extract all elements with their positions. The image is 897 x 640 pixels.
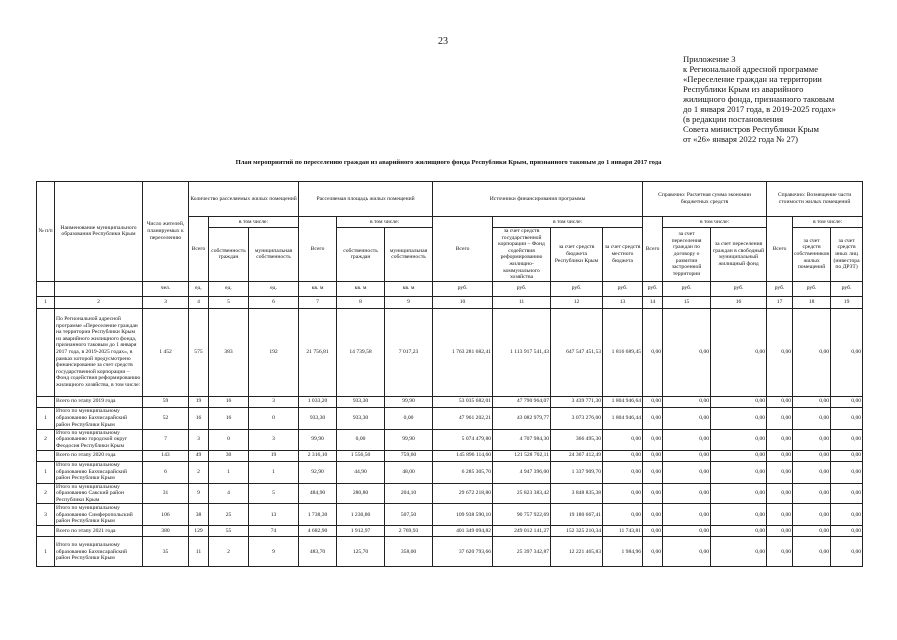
row-value: 35 [143, 537, 189, 567]
row-number [37, 396, 55, 407]
program-table [36, 181, 863, 567]
row-value: 121 528 702,11 [493, 450, 551, 461]
column-number: 5 [209, 296, 249, 308]
column-number: 15 [663, 296, 711, 308]
header-area: Расселяемая площадь жилых помещений [299, 182, 433, 217]
row-value: 1 [249, 461, 299, 483]
appendix-line: Приложение 3 [683, 54, 736, 64]
row-value: 1 113 917 541,43 [493, 308, 551, 396]
table-row [37, 308, 863, 396]
row-value: 0,00 [663, 450, 711, 461]
header-total: Всего [189, 217, 209, 282]
header-sub: за счет переселения граждан по договору о развитии застроенной территории [663, 228, 711, 282]
header-incl: в том числе: [793, 217, 863, 228]
row-value: 0 [249, 407, 299, 429]
row-value: 1 033,20 [299, 396, 337, 407]
row-value: 0,00 [711, 504, 767, 526]
row-value: 0,00 [711, 407, 767, 429]
row-value: 48,00 [385, 461, 433, 483]
row-name: Итого по муниципальному образованию Симферопольский район Республики Крым [55, 504, 143, 526]
row-value: 2 316,10 [299, 450, 337, 461]
row-value: 0,00 [711, 537, 767, 567]
row-value: 380 [143, 526, 189, 537]
row-value: 129 [189, 526, 209, 537]
column-number: 12 [551, 296, 603, 308]
unit-cell: кв. м [385, 281, 433, 296]
row-value: 2 769,93 [385, 526, 433, 537]
row-value: 3 073 276,00 [551, 407, 603, 429]
row-value: 0,00 [793, 461, 831, 483]
row-value: 24 367 412,49 [551, 450, 603, 461]
unit-cell: кв. м [299, 281, 337, 296]
header-ref-savings: Справочно: Расчетная сумма экономии бюджетных средств [643, 182, 767, 217]
unit-cell [55, 281, 143, 296]
column-number: 18 [793, 296, 831, 308]
row-value: 0,00 [793, 396, 831, 407]
row-value: 49 [189, 450, 209, 461]
row-value: 0,00 [663, 526, 711, 537]
header-total: Всего [433, 217, 493, 282]
row-value: 125,70 [337, 537, 385, 567]
row-value: 2 [189, 461, 209, 483]
unit-cell: руб. [793, 281, 831, 296]
row-value: 7 [143, 429, 189, 450]
row-value: 0,00 [767, 407, 793, 429]
row-value: 92,90 [299, 461, 337, 483]
row-value: 933,30 [337, 396, 385, 407]
row-value: 0,00 [603, 483, 643, 504]
row-name: Итого по муниципальному образованию Бахчисарайский район Республики Крым [55, 407, 143, 429]
row-value: 0,00 [767, 537, 793, 567]
row-value: 3 [249, 429, 299, 450]
unit-cell: руб. [663, 281, 711, 296]
row-value: 4 707 984,30 [493, 429, 551, 450]
appendix-line: к Региональной адресной программе [683, 64, 819, 74]
row-value: 0,00 [767, 504, 793, 526]
row-value: 0,00 [643, 407, 663, 429]
row-value: 0,00 [793, 483, 831, 504]
row-value: 9 [189, 483, 209, 504]
row-value: 1 [209, 461, 249, 483]
row-value: 99,90 [385, 396, 433, 407]
row-name: Итого по муниципальному образованию Сакский район Республики Крым [55, 483, 143, 504]
row-value: 249 012 141,27 [493, 526, 551, 537]
row-value: 0,00 [831, 504, 863, 526]
header-num: № п/п [37, 182, 55, 282]
row-value: 0,00 [831, 483, 863, 504]
row-value: 0,00 [643, 308, 663, 396]
unit-cell: руб. [433, 281, 493, 296]
row-value: 0,00 [643, 429, 663, 450]
row-value: 192 [249, 308, 299, 396]
table-row [37, 537, 863, 567]
row-number: 2 [37, 429, 55, 450]
row-value: 484,90 [299, 483, 337, 504]
row-value: 0,00 [643, 483, 663, 504]
appendix-line: (в редакции постановления [683, 114, 784, 124]
row-value: 280,80 [337, 483, 385, 504]
row-value: 0,00 [603, 450, 643, 461]
row-value: 99,90 [299, 429, 337, 450]
column-number: 3 [143, 296, 189, 308]
column-number: 11 [493, 296, 551, 308]
row-value: 1 804 946,64 [603, 396, 643, 407]
row-value: 933,30 [299, 407, 337, 429]
row-value: 47 790 964,07 [493, 396, 551, 407]
row-value: 43 082 979,77 [493, 407, 551, 429]
row-value: 0,00 [793, 504, 831, 526]
row-value: 16 [189, 407, 209, 429]
table-row [37, 407, 863, 429]
unit-cell: руб. [767, 281, 793, 296]
appendix-line: жилищного фонда, признанного таковым [683, 94, 835, 104]
row-value: 9 [249, 537, 299, 567]
row-value: 37 620 793,66 [433, 537, 493, 567]
row-value: 1 556,50 [337, 450, 385, 461]
unit-cell: чел. [143, 281, 189, 296]
column-number: 8 [337, 296, 385, 308]
row-value: 0,00 [831, 396, 863, 407]
row-number: 2 [37, 483, 55, 504]
header-sub: за счет средств иных лиц (инвестора по ДРЗТ) [831, 228, 863, 282]
unit-cell: руб. [711, 281, 767, 296]
row-value: 0,00 [793, 450, 831, 461]
row-value: 11 [189, 537, 209, 567]
row-value: 0,00 [643, 461, 663, 483]
row-value: 401 349 094,82 [433, 526, 493, 537]
table-row [37, 450, 863, 461]
row-value: 507,50 [385, 504, 433, 526]
row-value: 383 [209, 308, 249, 396]
row-value: 7 017,23 [385, 308, 433, 396]
row-value: 29 672 218,80 [433, 483, 493, 504]
header-incl: в том числе: [337, 217, 433, 228]
row-value: 3 [249, 396, 299, 407]
row-value: 0,00 [767, 450, 793, 461]
header-total: Всего [299, 217, 337, 282]
column-number: 17 [767, 296, 793, 308]
row-value: 5 074 479,80 [433, 429, 493, 450]
table-row [37, 461, 863, 483]
column-number: 13 [603, 296, 643, 308]
table-row [37, 526, 863, 537]
row-value: 1 230,80 [337, 504, 385, 526]
header-incl: в том числе: [663, 217, 767, 228]
row-value: 0,00 [385, 407, 433, 429]
row-name: Всего по этапу 2020 года [55, 450, 143, 461]
row-number: 1 [37, 537, 55, 567]
appendix-line: до 1 января 2017 года, в 2019-2025 годах» [683, 104, 836, 114]
row-value: 21 756,81 [299, 308, 337, 396]
header-incl: в том числе: [493, 217, 643, 228]
row-value: 0,00 [643, 504, 663, 526]
row-value: 933,30 [337, 407, 385, 429]
header-incl: в том числе: [209, 217, 299, 228]
table-row [37, 429, 863, 450]
column-number: 19 [831, 296, 863, 308]
column-number-row [37, 296, 863, 308]
row-value: 19 180 667,41 [551, 504, 603, 526]
row-value: 0,00 [711, 450, 767, 461]
row-value: 12 221 465,83 [551, 537, 603, 567]
row-value: 0,00 [831, 407, 863, 429]
column-number: 1 [37, 296, 55, 308]
unit-cell [37, 281, 55, 296]
units-row [37, 281, 863, 296]
row-value: 1 337 909,70 [551, 461, 603, 483]
row-value: 366 495,30 [551, 429, 603, 450]
page-number: 23 [438, 36, 448, 47]
row-value: 3 439 771,30 [551, 396, 603, 407]
appendix-line: Республики Крым из аварийного [683, 84, 804, 94]
row-value: 0,00 [793, 526, 831, 537]
row-value: 0,00 [711, 461, 767, 483]
row-value: 2 [209, 537, 249, 567]
row-value: 19 [189, 396, 209, 407]
header-residents: Число жителей, планируемых к переселению [143, 182, 189, 282]
header-sub: за счет средств местного бюджета [603, 228, 643, 282]
row-value: 25 823 383,42 [493, 483, 551, 504]
column-number: 10 [433, 296, 493, 308]
header-sub: за счет переселения граждан в свободный муниципальный жилищный фонд [711, 228, 767, 282]
header-sub: за счет средств государственной корпорации – Фонд содействия реформированию жилищно-коммунального хозяйства [493, 228, 551, 282]
unit-cell: руб. [603, 281, 643, 296]
row-value: 0,00 [643, 450, 663, 461]
row-value: 0,00 [831, 308, 863, 396]
table-row [37, 396, 863, 407]
unit-cell: ед. [209, 281, 249, 296]
header-sub: собственность граждан [209, 228, 249, 282]
row-value: 30 [209, 450, 249, 461]
row-value: 0,00 [663, 461, 711, 483]
row-value: 3 848 835,38 [551, 483, 603, 504]
row-value: 0,00 [767, 526, 793, 537]
row-value: 0,00 [711, 308, 767, 396]
row-value: 143 [143, 450, 189, 461]
row-value: 99,90 [385, 429, 433, 450]
unit-cell: кв. м [337, 281, 385, 296]
row-value: 14 739,58 [337, 308, 385, 396]
header-total: Всего [767, 217, 793, 282]
table-row [37, 483, 863, 504]
row-value: 0,00 [663, 407, 711, 429]
row-value: 3 [189, 429, 209, 450]
row-number [37, 308, 55, 396]
row-value: 59 [143, 396, 189, 407]
row-value: 575 [189, 308, 209, 396]
row-value: 6 [143, 461, 189, 483]
row-value: 0,00 [831, 461, 863, 483]
row-value: 53 035 682,01 [433, 396, 493, 407]
row-value: 0,00 [767, 461, 793, 483]
row-value: 0,00 [603, 429, 643, 450]
row-value: 1 912,97 [337, 526, 385, 537]
row-value: 0,00 [767, 396, 793, 407]
row-number [37, 526, 55, 537]
appendix-line: Совета министров Республики Крым [683, 124, 819, 134]
row-value: 11 743,81 [603, 526, 643, 537]
row-value: 19 [249, 450, 299, 461]
row-value: 0,00 [767, 308, 793, 396]
row-value: 0,00 [793, 407, 831, 429]
header-total: Всего [643, 217, 663, 282]
row-value: 0,00 [643, 537, 663, 567]
row-value: 4 682,90 [299, 526, 337, 537]
unit-cell: ед. [249, 281, 299, 296]
row-value: 1 816 689,45 [603, 308, 643, 396]
row-value: 1 452 [143, 308, 189, 396]
row-value: 358,00 [385, 537, 433, 567]
row-value: 0,00 [643, 396, 663, 407]
header-sub: муниципальная собственность [385, 228, 433, 282]
table-row [37, 504, 863, 526]
row-value: 0,00 [663, 504, 711, 526]
column-number: 4 [189, 296, 209, 308]
row-value: 0,00 [831, 526, 863, 537]
row-value: 0,00 [793, 429, 831, 450]
row-value: 38 [189, 504, 209, 526]
document-title: План мероприятий по переселению граждан из аварийного жилищного фонда Республики Крым, признанного таковым до 1 января 2017 года [235, 159, 662, 166]
row-value: 5 [249, 483, 299, 504]
header-sub: муниципальная собственность [249, 228, 299, 282]
appendix-block [683, 54, 853, 144]
row-name: Всего по этапу 2019 года [55, 396, 143, 407]
row-value: 0,00 [767, 429, 793, 450]
header-sources: Источники финансирования программы [433, 182, 643, 217]
row-value: 106 [143, 504, 189, 526]
row-value: 0,00 [831, 537, 863, 567]
unit-cell: ед. [189, 281, 209, 296]
row-value: 6 285 305,70 [433, 461, 493, 483]
program-table-wrap [36, 181, 862, 567]
row-value: 4 947 396,00 [493, 461, 551, 483]
row-value: 0,00 [793, 308, 831, 396]
row-value: 0,00 [603, 461, 643, 483]
row-value: 47 961 202,21 [433, 407, 493, 429]
row-value: 0,00 [337, 429, 385, 450]
row-name: Всего по этапу 2021 года [55, 526, 143, 537]
row-value: 145 896 114,60 [433, 450, 493, 461]
row-value: 4 [209, 483, 249, 504]
row-value: 13 [249, 504, 299, 526]
row-value: 0,00 [793, 537, 831, 567]
unit-cell: руб. [551, 281, 603, 296]
unit-cell: руб. [831, 281, 863, 296]
unit-cell: руб. [643, 281, 663, 296]
row-number: 1 [37, 407, 55, 429]
header-sub: собственность граждан [337, 228, 385, 282]
row-value: 31 [143, 483, 189, 504]
row-number: 3 [37, 504, 55, 526]
header-rooms: Количество расселяемых жилых помещений [189, 182, 299, 217]
row-value: 55 [209, 526, 249, 537]
row-value: 152 325 210,34 [551, 526, 603, 537]
row-value: 1 738,30 [299, 504, 337, 526]
row-value: 0,00 [711, 396, 767, 407]
row-value: 0,00 [831, 429, 863, 450]
row-value: 1 763 281 682,41 [433, 308, 493, 396]
row-value: 0,00 [831, 450, 863, 461]
row-value: 16 [209, 407, 249, 429]
row-value: 0,00 [663, 429, 711, 450]
row-value: 0,00 [711, 526, 767, 537]
row-name: По Региональной адресной программе «Переселение граждан на территории Республики Крым из аварийного жилищного фонда, признанного таковым до 1 января 2017 года, в 2019-2025 годах», в рамках которой предусмотрено финансирование за счет средств государственной корпорации – Фонд содействия реформированию жилищного хозяйства, в том числе: [55, 308, 143, 396]
row-value: 0,00 [643, 526, 663, 537]
row-name: Итого по муниципальному образованию городской округ Феодосия Республики Крым [55, 429, 143, 450]
row-value: 0,00 [767, 483, 793, 504]
header-name: Наименование муниципального образования Республики Крым [55, 182, 143, 282]
row-number [37, 450, 55, 461]
row-value: 0 [209, 429, 249, 450]
row-value: 0,00 [663, 396, 711, 407]
header-ref-compensation: Справочно: Возмещение части стоимости жилых помещений [767, 182, 863, 217]
row-name: Итого по муниципальному образованию Бахчисарайский район Республики Крым [55, 537, 143, 567]
row-value: 25 397 342,87 [493, 537, 551, 567]
row-value: 759,60 [385, 450, 433, 461]
row-value: 204,10 [385, 483, 433, 504]
row-value: 0,00 [663, 483, 711, 504]
row-value: 90 757 922,69 [493, 504, 551, 526]
row-value: 0,00 [603, 504, 643, 526]
appendix-line: «Переселение граждан на территории [683, 74, 822, 84]
column-number: 2 [55, 296, 143, 308]
row-value: 52 [143, 407, 189, 429]
column-number: 7 [299, 296, 337, 308]
row-value: 483,70 [299, 537, 337, 567]
row-value: 25 [209, 504, 249, 526]
row-value: 0,00 [663, 308, 711, 396]
row-value: 647 547 451,53 [551, 308, 603, 396]
row-value: 16 [209, 396, 249, 407]
row-value: 109 938 590,10 [433, 504, 493, 526]
row-value: 0,00 [711, 429, 767, 450]
row-value: 44,90 [337, 461, 385, 483]
column-number: 9 [385, 296, 433, 308]
row-value: 1 804 946,44 [603, 407, 643, 429]
row-number: 1 [37, 461, 55, 483]
column-number: 16 [711, 296, 767, 308]
unit-cell: руб. [493, 281, 551, 296]
header-sub: за счет средств собственников жилых помещений [793, 228, 831, 282]
appendix-line: от «26» января 2022 года № 27) [683, 134, 798, 144]
row-value: 74 [249, 526, 299, 537]
row-value: 0,00 [711, 483, 767, 504]
header-sub: за счет средств бюджета Республики Крым [551, 228, 603, 282]
row-value: 0,00 [663, 537, 711, 567]
column-number: 6 [249, 296, 299, 308]
column-number: 14 [643, 296, 663, 308]
row-value: 1 984,96 [603, 537, 643, 567]
row-name: Итого по муниципальному образованию Бахчисарайский район Республики Крым [55, 461, 143, 483]
